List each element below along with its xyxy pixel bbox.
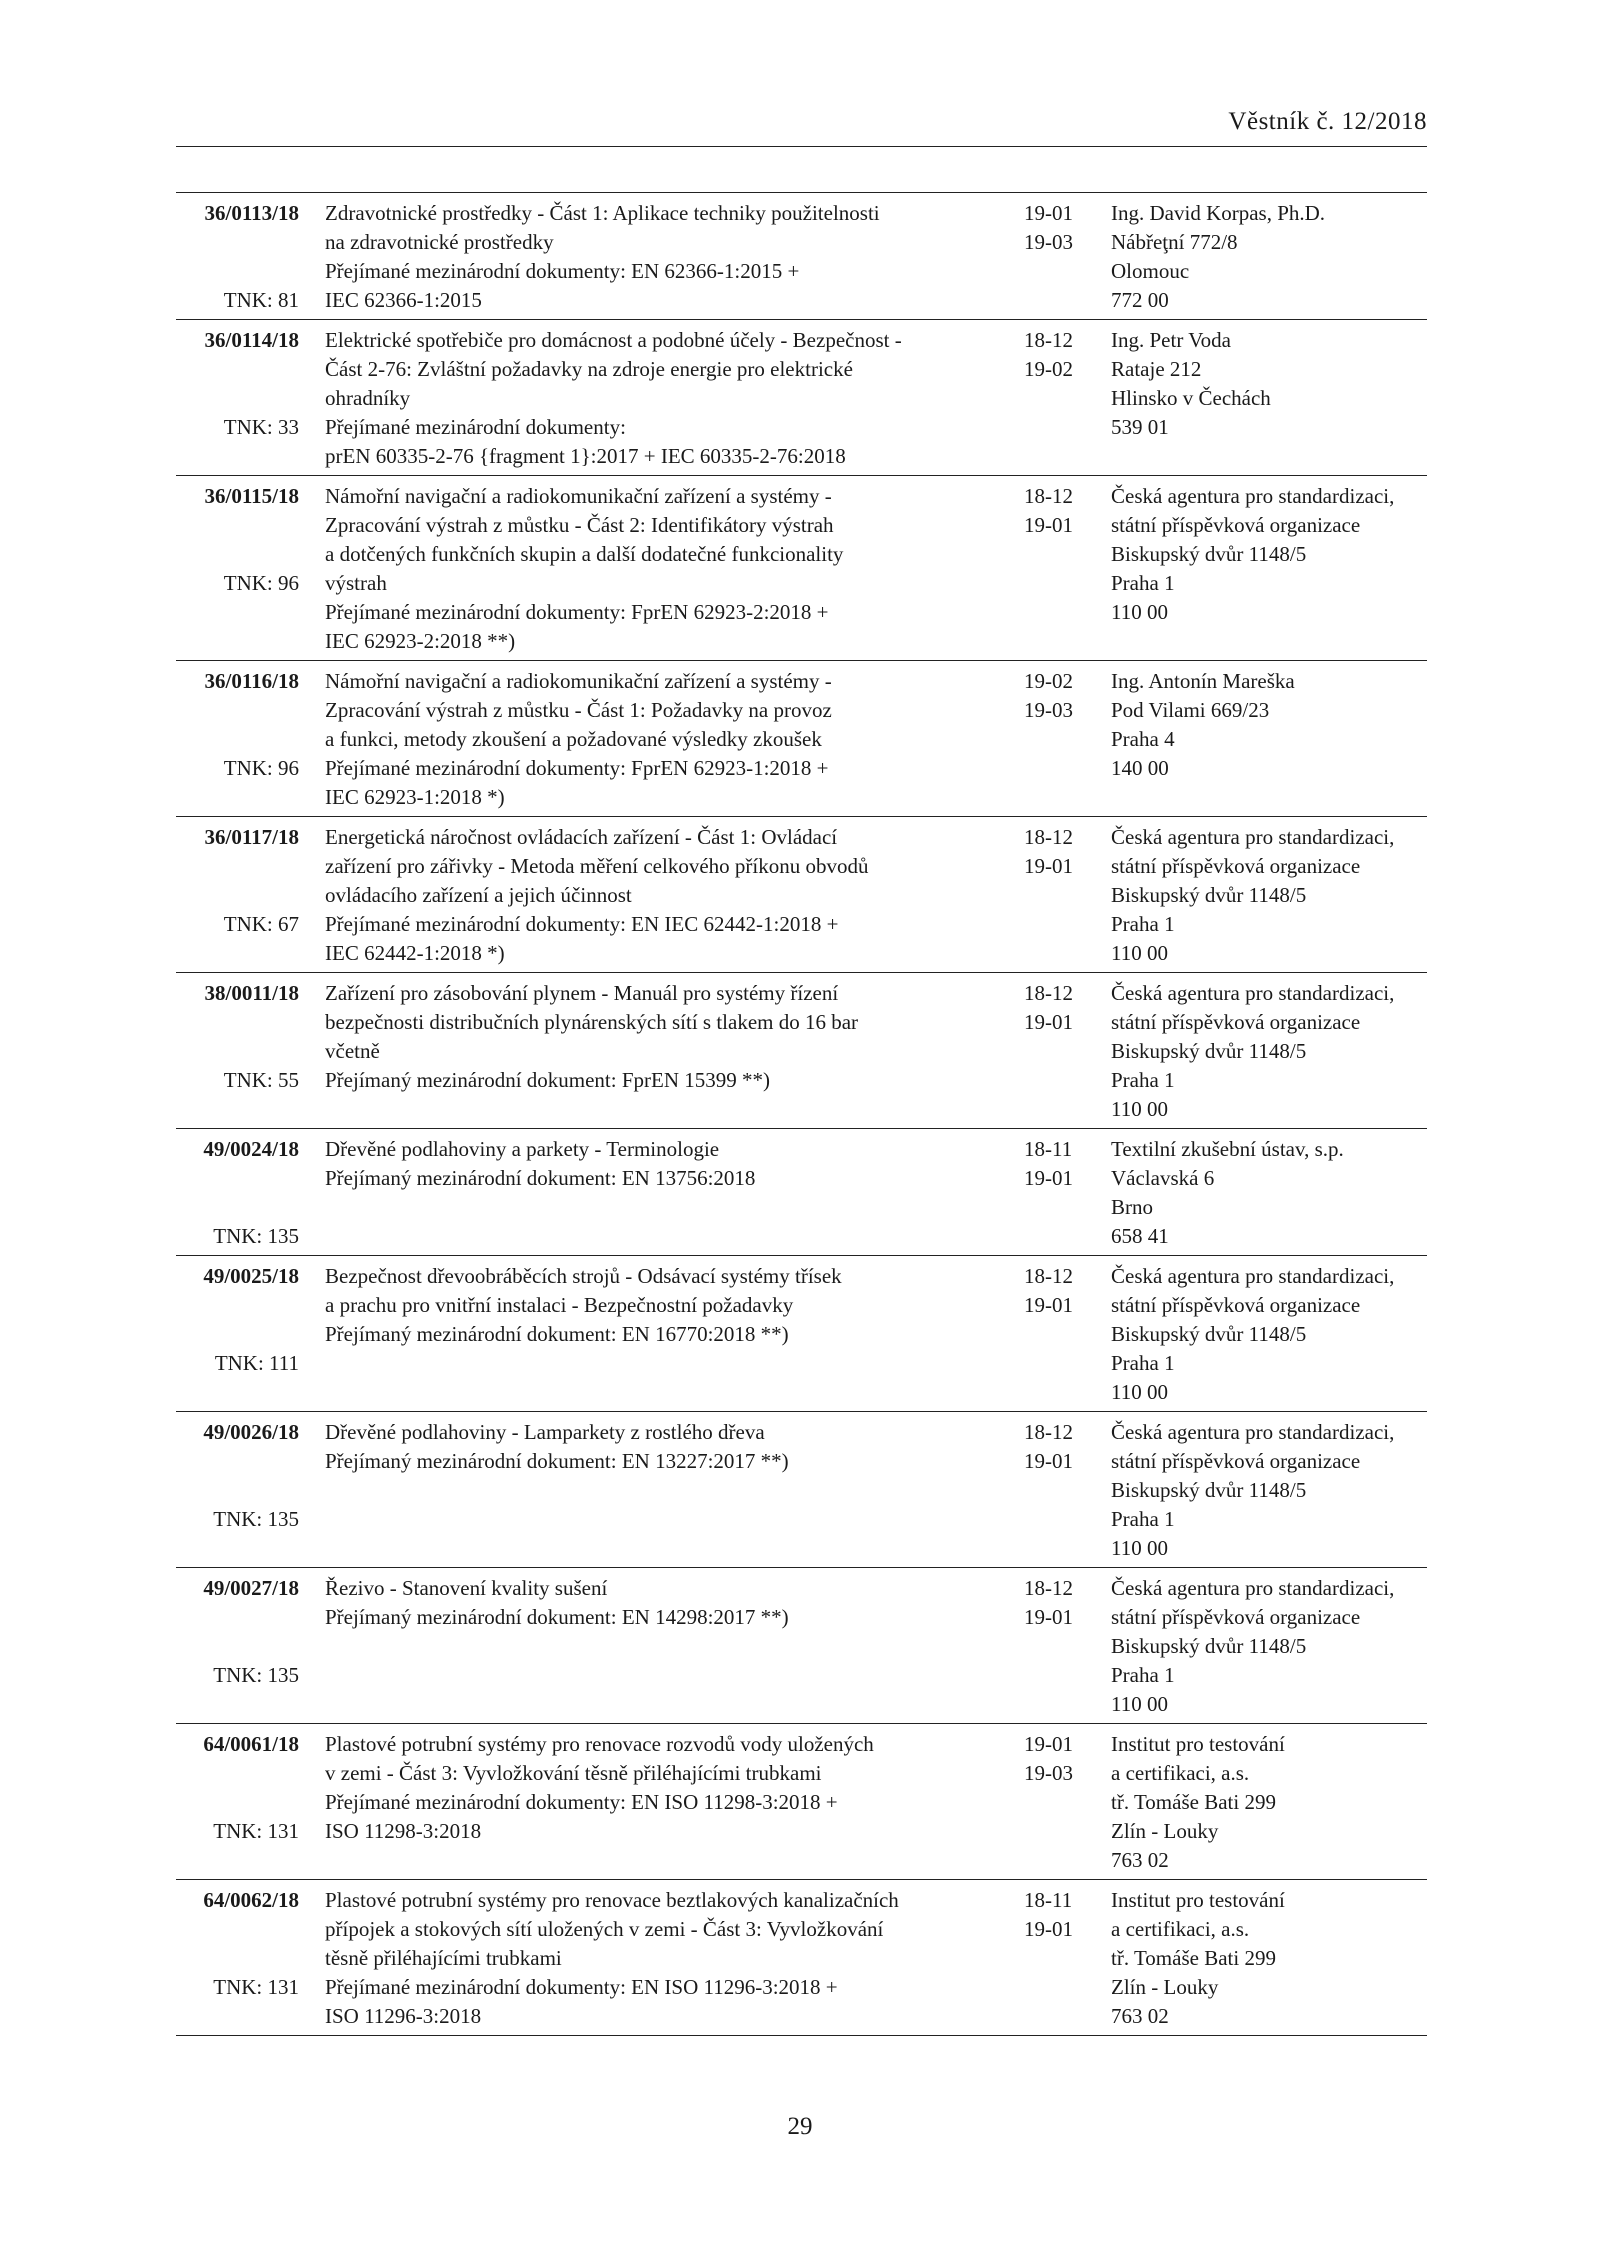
review-dates	[1024, 667, 1094, 725]
description-line: bezpečnosti distribučních plynárenských sítí s tlakem do 16 bar	[325, 1010, 859, 1034]
date-value: 18-11	[1024, 1888, 1073, 1912]
description-line: Námořní navigační a radiokomunikační zařízení a systémy -	[325, 484, 832, 508]
standard-description	[325, 1262, 865, 1407]
description-line: na zdravotnické prostředky	[325, 230, 554, 254]
description-line: a dotčených funkčních skupin a další dodatečné funkcionality	[325, 542, 844, 566]
tnk-label: TNK: 135	[213, 1663, 299, 1687]
row-identifier	[176, 667, 299, 812]
bulletin-title: Věstník č. 12/2018	[1228, 108, 1427, 135]
description-line: zařízení pro zářivky - Metoda měření celkového příkonu obvodů	[325, 854, 869, 878]
standard-number: 64/0061/18	[203, 1732, 299, 1756]
tnk-label: TNK: 131	[213, 1975, 299, 1999]
address-line: Česká agentura pro standardizaci,	[1111, 1576, 1395, 1600]
address-line: Ing. Petr Voda	[1111, 328, 1231, 352]
processor-address	[1111, 823, 1427, 968]
table-row	[176, 817, 1427, 973]
date-value: 19-01	[1024, 1293, 1073, 1317]
address-line: 140 00	[1111, 756, 1169, 780]
description-line: ovládacího zařízení a jejich účinnost	[325, 883, 632, 907]
processor-address	[1111, 1574, 1427, 1719]
standards-table	[176, 192, 1427, 2036]
standard-number: 36/0114/18	[204, 328, 299, 352]
table-row	[176, 1256, 1427, 1412]
table-row	[176, 1412, 1427, 1568]
description-line: IEC 62923-2:2018 **)	[325, 629, 516, 653]
address-line: Rataje 212	[1111, 357, 1202, 381]
review-dates	[1024, 1135, 1094, 1193]
standard-number: 36/0116/18	[204, 669, 299, 693]
address-line: 763 02	[1111, 1848, 1169, 1872]
address-line: Biskupský dvůr 1148/5	[1111, 1322, 1307, 1346]
row-identifier	[176, 1135, 299, 1251]
tnk-label: TNK: 96	[223, 571, 299, 595]
table-row	[176, 476, 1427, 661]
processor-address	[1111, 326, 1427, 442]
date-value: 19-01	[1024, 1605, 1073, 1629]
standard-description	[325, 1574, 865, 1719]
row-identifier	[176, 1730, 299, 1875]
table-row	[176, 1724, 1427, 1880]
address-line: Biskupský dvůr 1148/5	[1111, 1634, 1307, 1658]
description-line: prEN 60335-2-76 {fragment 1}:2017 + IEC 60335-2-76:2018	[325, 444, 846, 468]
tnk-label: TNK: 131	[213, 1819, 299, 1843]
description-line: Dřevěné podlahoviny a parkety - Terminologie	[325, 1137, 720, 1161]
row-identifier	[176, 823, 299, 968]
description-line: Zpracování výstrah z můstku - Část 2: Identifikátory výstrah	[325, 513, 834, 537]
address-line: Institut pro testování	[1111, 1888, 1285, 1912]
date-value: 18-12	[1024, 1576, 1073, 1600]
address-line: 110 00	[1111, 941, 1168, 965]
row-identifier	[176, 979, 299, 1124]
description-line: Přejímané mezinárodní dokumenty: EN ISO 11296-3:2018 +	[325, 1975, 838, 1999]
tnk-label: TNK: 135	[213, 1507, 299, 1531]
standard-description	[325, 1135, 865, 1251]
standard-number: 49/0025/18	[203, 1264, 299, 1288]
address-line: Olomouc	[1111, 259, 1190, 283]
date-value: 19-01	[1024, 1732, 1073, 1756]
date-value: 18-12	[1024, 1420, 1073, 1444]
date-value: 19-03	[1024, 230, 1073, 254]
description-line: Přejímaný mezinárodní dokument: EN 16770:2018 **)	[325, 1322, 789, 1346]
address-line: Brno	[1111, 1195, 1153, 1219]
date-value: 18-12	[1024, 825, 1073, 849]
processor-address	[1111, 199, 1427, 315]
standard-description	[325, 326, 902, 471]
address-line: Pod Vilami 669/23	[1111, 698, 1270, 722]
description-line: Přejímané mezinárodní dokumenty: FprEN 62923-2:2018 +	[325, 600, 829, 624]
standard-description	[325, 667, 865, 812]
date-value: 19-01	[1024, 1449, 1073, 1473]
address-line: 763 02	[1111, 2004, 1169, 2028]
description-line: Přejímaný mezinárodní dokument: FprEN 15399 **)	[325, 1068, 771, 1092]
address-line: Praha 1	[1111, 912, 1175, 936]
description-line: Přejímaný mezinárodní dokument: EN 13227:2017 **)	[325, 1449, 789, 1473]
review-dates	[1024, 1262, 1094, 1320]
address-line: Česká agentura pro standardizaci,	[1111, 1420, 1395, 1444]
description-line: Přejímané mezinárodní dokumenty: FprEN 62923-1:2018 +	[325, 756, 829, 780]
description-line: Energetická náročnost ovládacích zařízení - Část 1: Ovládací	[325, 825, 838, 849]
table-row	[176, 661, 1427, 817]
processor-address	[1111, 1262, 1427, 1407]
address-line: Nábřeţní 772/8	[1111, 230, 1238, 254]
description-line: Zpracování výstrah z můstku - Část 1: Požadavky na provoz	[325, 698, 832, 722]
address-line: 110 00	[1111, 1536, 1168, 1560]
date-value: 18-11	[1024, 1137, 1073, 1161]
tnk-label: TNK: 111	[214, 1351, 299, 1375]
description-line: Zdravotnické prostředky - Část 1: Aplikace techniky použitelnosti	[325, 201, 880, 225]
description-line: Část 2-76: Zvláštní požadavky na zdroje energie pro elektrické	[325, 357, 853, 381]
tnk-label: TNK: 81	[223, 288, 299, 312]
address-line: Praha 1	[1111, 1507, 1175, 1531]
date-value: 18-12	[1024, 981, 1073, 1005]
description-line: přípojek a stokových sítí uložených v zemi - Část 3: Vyvložkování	[325, 1917, 884, 1941]
standard-number: 64/0062/18	[203, 1888, 299, 1912]
date-value: 18-12	[1024, 1264, 1073, 1288]
processor-address	[1111, 1730, 1427, 1875]
page-header	[176, 108, 1427, 147]
address-line: a certifikaci, a.s.	[1111, 1917, 1250, 1941]
description-line: v zemi - Část 3: Vyvložkování těsně přiléhajícími trubkami	[325, 1761, 822, 1785]
address-line: Textilní zkušební ústav, s.p.	[1111, 1137, 1344, 1161]
standard-number: 49/0026/18	[203, 1420, 299, 1444]
description-line: Dřevěné podlahoviny - Lamparkety z rostlého dřeva	[325, 1420, 765, 1444]
review-dates	[1024, 1886, 1094, 1944]
row-identifier	[176, 199, 299, 315]
address-line: Biskupský dvůr 1148/5	[1111, 1039, 1307, 1063]
review-dates	[1024, 326, 1094, 384]
standard-number: 38/0011/18	[204, 981, 299, 1005]
description-line: Bezpečnost dřevoobráběcích strojů - Odsávací systémy třísek	[325, 1264, 842, 1288]
address-line: 658 41	[1111, 1224, 1169, 1248]
address-line: a certifikaci, a.s.	[1111, 1761, 1250, 1785]
date-value: 19-03	[1024, 698, 1073, 722]
address-line: Biskupský dvůr 1148/5	[1111, 883, 1307, 907]
description-line: včetně	[325, 1039, 380, 1063]
address-line: státní příspěvková organizace	[1111, 513, 1361, 537]
review-dates	[1024, 979, 1094, 1037]
description-line: ohradníky	[325, 386, 411, 410]
processor-address	[1111, 482, 1427, 627]
address-line: Česká agentura pro standardizaci,	[1111, 825, 1395, 849]
description-line: Plastové potrubní systémy pro renovace rozvodů vody uložených	[325, 1732, 874, 1756]
date-value: 19-01	[1024, 1917, 1073, 1941]
description-line: těsně přiléhajícími trubkami	[325, 1946, 562, 1970]
standard-number: 36/0113/18	[204, 201, 299, 225]
processor-address	[1111, 979, 1427, 1124]
description-line: Zařízení pro zásobování plynem - Manuál pro systémy řízení	[325, 981, 839, 1005]
address-line: Zlín - Louky	[1111, 1819, 1219, 1843]
table-row	[176, 1129, 1427, 1256]
address-line: 110 00	[1111, 600, 1168, 624]
address-line: Česká agentura pro standardizaci,	[1111, 981, 1395, 1005]
date-value: 19-01	[1024, 1010, 1073, 1034]
processor-address	[1111, 1418, 1427, 1563]
description-line: Přejímané mezinárodní dokumenty: EN ISO 11298-3:2018 +	[325, 1790, 838, 1814]
processor-address	[1111, 1135, 1427, 1251]
address-line: Zlín - Louky	[1111, 1975, 1219, 1999]
tnk-label: TNK: 96	[223, 756, 299, 780]
address-line: Ing. Antonín Mareška	[1111, 669, 1295, 693]
address-line: Institut pro testování	[1111, 1732, 1285, 1756]
description-line: Přejímané mezinárodní dokumenty: EN IEC 62442-1:2018 +	[325, 912, 839, 936]
table-row	[176, 1880, 1427, 2036]
address-line: 110 00	[1111, 1692, 1168, 1716]
date-value: 19-01	[1024, 201, 1073, 225]
description-line: Elektrické spotřebiče pro domácnost a podobné účely - Bezpečnost -	[325, 328, 902, 352]
table-row	[176, 973, 1427, 1129]
address-line: státní příspěvková organizace	[1111, 854, 1361, 878]
description-line: a prachu pro vnitřní instalaci - Bezpečnostní požadavky	[325, 1293, 794, 1317]
address-line: 110 00	[1111, 1097, 1168, 1121]
review-dates	[1024, 199, 1094, 257]
description-line: a funkci, metody zkoušení a požadované výsledky zkoušek	[325, 727, 822, 751]
description-line: výstrah	[325, 571, 387, 595]
tnk-label: TNK: 55	[223, 1068, 299, 1092]
standard-number: 36/0117/18	[204, 825, 299, 849]
description-line: IEC 62366-1:2015	[325, 288, 482, 312]
address-line: státní příspěvková organizace	[1111, 1449, 1361, 1473]
description-line: IEC 62442-1:2018 *)	[325, 941, 505, 965]
page-number: 29	[787, 2113, 813, 2140]
address-line: 110 00	[1111, 1380, 1168, 1404]
address-line: Praha 1	[1111, 1068, 1175, 1092]
date-value: 19-01	[1024, 854, 1073, 878]
description-line: Řezivo - Stanovení kvality sušení	[325, 1576, 608, 1600]
processor-address	[1111, 667, 1427, 783]
address-line: Ing. David Korpas, Ph.D.	[1111, 201, 1326, 225]
description-line: ISO 11296-3:2018	[325, 2004, 482, 2028]
address-line: 772 00	[1111, 288, 1169, 312]
review-dates	[1024, 482, 1094, 540]
date-value: 18-12	[1024, 328, 1073, 352]
address-line: státní příspěvková organizace	[1111, 1293, 1361, 1317]
review-dates	[1024, 1418, 1094, 1476]
row-identifier	[176, 482, 299, 656]
description-line: Přejímaný mezinárodní dokument: EN 14298:2017 **)	[325, 1605, 789, 1629]
description-line: IEC 62923-1:2018 *)	[325, 785, 505, 809]
address-line: Biskupský dvůr 1148/5	[1111, 542, 1307, 566]
address-line: Praha 1	[1111, 571, 1175, 595]
row-identifier	[176, 1262, 299, 1407]
table-row	[176, 193, 1427, 320]
date-value: 19-01	[1024, 1166, 1073, 1190]
standard-description	[325, 823, 869, 968]
row-identifier	[176, 1574, 299, 1719]
standard-description	[325, 482, 865, 656]
standard-number: 49/0027/18	[203, 1576, 299, 1600]
date-value: 19-02	[1024, 357, 1073, 381]
row-identifier	[176, 1418, 299, 1563]
tnk-label: TNK: 67	[223, 912, 299, 936]
date-value: 19-03	[1024, 1761, 1073, 1785]
standard-description	[325, 1418, 865, 1563]
review-dates	[1024, 823, 1094, 881]
standard-description	[325, 1730, 874, 1875]
description-line: Přejímaný mezinárodní dokument: EN 13756:2018	[325, 1166, 756, 1190]
address-line: Praha 1	[1111, 1663, 1175, 1687]
standard-number: 49/0024/18	[203, 1137, 299, 1161]
address-line: Václavská 6	[1111, 1166, 1215, 1190]
table-row	[176, 1568, 1427, 1724]
tnk-label: TNK: 33	[223, 415, 299, 439]
review-dates	[1024, 1730, 1094, 1788]
standard-number: 36/0115/18	[204, 484, 299, 508]
address-line: Praha 4	[1111, 727, 1175, 751]
address-line: Hlinsko v Čechách	[1111, 386, 1271, 410]
standard-description	[325, 979, 865, 1124]
address-line: 539 01	[1111, 415, 1169, 439]
processor-address	[1111, 1886, 1427, 2031]
address-line: Biskupský dvůr 1148/5	[1111, 1478, 1307, 1502]
description-line: ISO 11298-3:2018	[325, 1819, 482, 1843]
review-dates	[1024, 1574, 1094, 1632]
address-line: Praha 1	[1111, 1351, 1175, 1375]
standard-description	[325, 1886, 899, 2031]
address-line: státní příspěvková organizace	[1111, 1010, 1361, 1034]
address-line: Česká agentura pro standardizaci,	[1111, 484, 1395, 508]
address-line: státní příspěvková organizace	[1111, 1605, 1361, 1629]
row-identifier	[176, 326, 299, 471]
address-line: tř. Tomáše Bati 299	[1111, 1790, 1276, 1814]
description-line: Přejímané mezinárodní dokumenty: EN 62366-1:2015 +	[325, 259, 800, 283]
address-line: Česká agentura pro standardizaci,	[1111, 1264, 1395, 1288]
description-line: Přejímané mezinárodní dokumenty:	[325, 415, 626, 439]
table-row	[176, 320, 1427, 476]
tnk-label: TNK: 135	[213, 1224, 299, 1248]
date-value: 19-01	[1024, 513, 1073, 537]
date-value: 18-12	[1024, 484, 1073, 508]
date-value: 19-02	[1024, 669, 1073, 693]
standard-description	[325, 199, 880, 315]
row-identifier	[176, 1886, 299, 2031]
description-line: Námořní navigační a radiokomunikační zařízení a systémy -	[325, 669, 832, 693]
description-line: Plastové potrubní systémy pro renovace beztlakových kanalizačních	[325, 1888, 899, 1912]
address-line: tř. Tomáše Bati 299	[1111, 1946, 1276, 1970]
